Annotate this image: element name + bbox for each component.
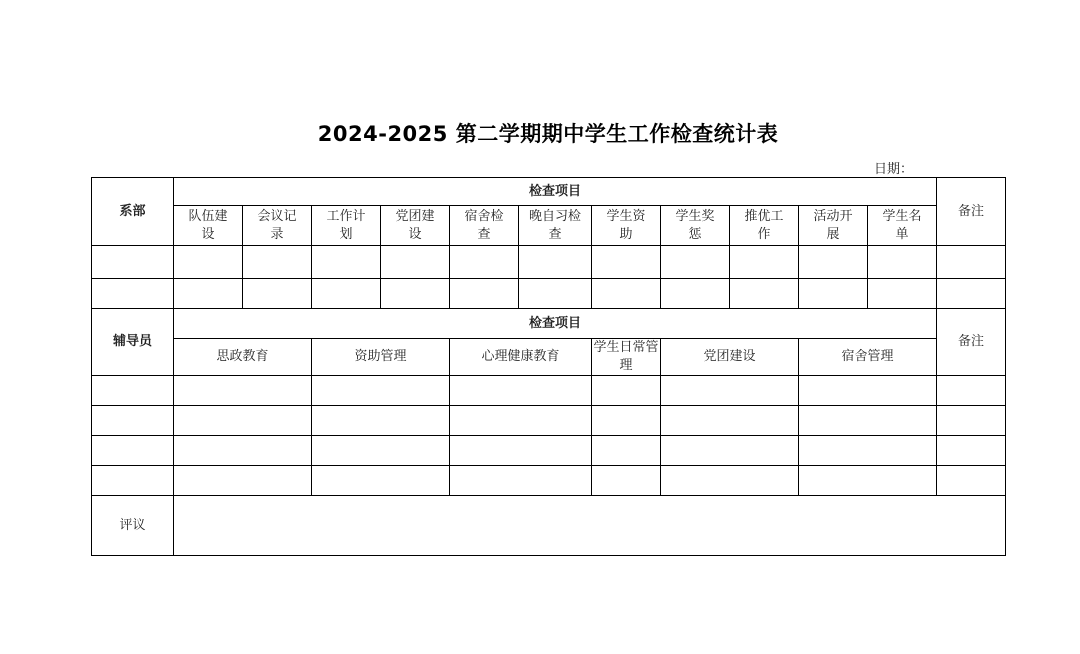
item-header: 推优工作	[730, 206, 799, 246]
data-cell[interactable]	[592, 246, 661, 279]
data-cell[interactable]	[243, 246, 312, 279]
data-cell[interactable]	[661, 279, 730, 309]
item-header: 党团建设	[661, 339, 799, 376]
table-row	[92, 466, 1006, 496]
item-header: 工作计划	[312, 206, 381, 246]
remark-cell[interactable]	[937, 279, 1006, 309]
data-cell[interactable]	[312, 466, 450, 496]
item-header: 资助管理	[312, 339, 450, 376]
data-cell[interactable]	[799, 466, 937, 496]
data-cell[interactable]	[661, 376, 799, 406]
data-cell[interactable]	[799, 279, 868, 309]
page-title: 2024-2025 第二学期期中学生工作检查统计表	[317, 122, 779, 146]
data-cell[interactable]	[519, 246, 592, 279]
data-cell[interactable]	[661, 466, 799, 496]
data-cell[interactable]	[799, 436, 937, 466]
dept-cell[interactable]	[92, 279, 174, 309]
table-row	[92, 406, 1006, 436]
data-cell[interactable]	[174, 436, 312, 466]
data-cell[interactable]	[312, 436, 450, 466]
remark-cell[interactable]	[937, 406, 1006, 436]
data-cell[interactable]	[312, 406, 450, 436]
table-row	[92, 246, 1006, 279]
data-cell[interactable]	[799, 406, 937, 436]
data-cell[interactable]	[450, 436, 592, 466]
data-cell[interactable]	[450, 279, 519, 309]
data-cell[interactable]	[661, 436, 799, 466]
date-label: 日期：	[874, 162, 914, 177]
counselor-cell[interactable]	[92, 376, 174, 406]
check-items-header-2: 检查项目	[174, 309, 937, 339]
counselor-cell[interactable]	[92, 406, 174, 436]
counselor-cell[interactable]	[92, 436, 174, 466]
item-header: 学生名单	[868, 206, 937, 246]
table-row	[92, 279, 1006, 309]
counselor-header: 辅导员	[92, 309, 174, 376]
inspection-table	[91, 177, 1006, 556]
data-cell[interactable]	[450, 466, 592, 496]
counselor-cell[interactable]	[92, 466, 174, 496]
item-header: 队伍建设	[174, 206, 243, 246]
remark-header-2: 备注	[937, 309, 1006, 376]
remark-cell[interactable]	[937, 246, 1006, 279]
data-cell[interactable]	[519, 279, 592, 309]
data-cell[interactable]	[312, 279, 381, 309]
data-cell[interactable]	[174, 246, 243, 279]
data-cell[interactable]	[312, 376, 450, 406]
item-header: 思政教育	[174, 339, 312, 376]
item-header: 学生资助	[592, 206, 661, 246]
remark-cell[interactable]	[937, 376, 1006, 406]
data-cell[interactable]	[592, 376, 661, 406]
item-header: 学生奖惩	[661, 206, 730, 246]
data-cell[interactable]	[868, 246, 937, 279]
data-cell[interactable]	[661, 406, 799, 436]
item-header: 会议记录	[243, 206, 312, 246]
data-cell[interactable]	[174, 406, 312, 436]
dept-header: 系部	[92, 178, 174, 246]
item-header: 心理健康教育	[450, 339, 592, 376]
data-cell[interactable]	[381, 246, 450, 279]
data-cell[interactable]	[592, 436, 661, 466]
data-cell[interactable]	[592, 279, 661, 309]
data-cell[interactable]	[592, 466, 661, 496]
data-cell[interactable]	[730, 246, 799, 279]
dept-cell[interactable]	[92, 246, 174, 279]
remark-header: 备注	[937, 178, 1006, 246]
item-header: 学生日常管理	[592, 339, 661, 376]
table-row	[92, 376, 1006, 406]
data-cell[interactable]	[312, 246, 381, 279]
remark-cell[interactable]	[937, 466, 1006, 496]
item-header: 宿舍管理	[799, 339, 937, 376]
remark-cell[interactable]	[937, 436, 1006, 466]
data-cell[interactable]	[730, 279, 799, 309]
item-header: 党团建设	[381, 206, 450, 246]
check-items-header: 检查项目	[174, 178, 937, 206]
item-header: 晚自习检查	[519, 206, 592, 246]
data-cell[interactable]	[243, 279, 312, 309]
data-cell[interactable]	[174, 279, 243, 309]
data-cell[interactable]	[661, 246, 730, 279]
data-cell[interactable]	[174, 466, 312, 496]
data-cell[interactable]	[799, 376, 937, 406]
data-cell[interactable]	[450, 406, 592, 436]
data-cell[interactable]	[174, 376, 312, 406]
item-header: 宿舍检查	[450, 206, 519, 246]
data-cell[interactable]	[450, 376, 592, 406]
data-cell[interactable]	[868, 279, 937, 309]
data-cell[interactable]	[592, 406, 661, 436]
data-cell[interactable]	[799, 246, 868, 279]
data-cell[interactable]	[450, 246, 519, 279]
item-header: 活动开展	[799, 206, 868, 246]
data-cell[interactable]	[381, 279, 450, 309]
table-row	[92, 436, 1006, 466]
comment-cell[interactable]	[174, 496, 1006, 556]
comment-label: 评议	[92, 496, 174, 556]
